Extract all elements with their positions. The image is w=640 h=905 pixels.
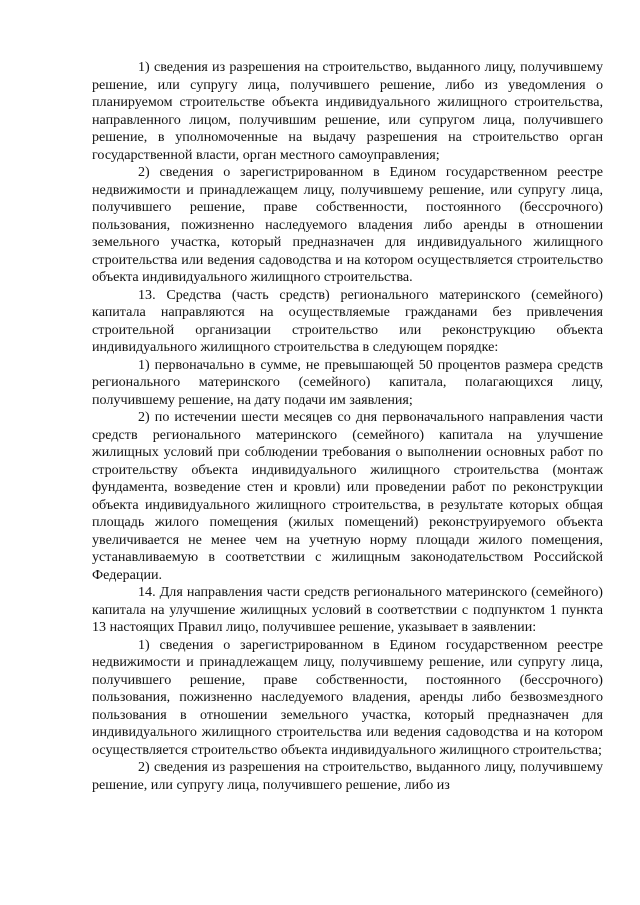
paragraph-6: 14. Для направления части средств регионального материнского (семейного) капитала на улучшение жилищных условий в соответствии с подпунктом 1 пункта 13 настоящих Правил лицо, получившее решение, указывает в заявлении:	[92, 584, 603, 635]
paragraph-8: 2) сведения из разрешения на строительство, выданного лицу, получившему решение, или супругу лица, получившего решение, либо из	[92, 759, 603, 793]
paragraph-5: 2) по истечении шести месяцев со дня первоначального направления части средств регионального материнского (семейного) капитала на улучшение жилищных условий при соблюдении требования о выполнении основных работ по строительству объекта индивидуального жилищного строительства (монтаж фундамента, возведение стен и кровли) или проведении работ по реконструкции объекта индивидуального жилищного строительства, в результате которых общая площадь жилого помещения (жилых помещений) реконструируемого объекта увеличивается не менее чем на учетную норму площади жилого помещения, устанавливаемую в соответствии с жилищным законодательством Российской Федерации.	[92, 409, 603, 583]
paragraph-7: 1) сведения о зарегистрированном в Едином государственном реестре недвижимости и принадлежащем лицу, получившему решение, или супругу лица, получившего решение, праве собственности, постоянного (бессрочного) пользования, пожизненно наследуемого владения, аренды либо безвозмездного пользования в отношении земельного участка, который предназначен для индивидуального жилищного строительства или ведения садоводства и на котором осуществляется строительство объекта индивидуального жилищного строительства;	[92, 636, 603, 758]
paragraph-4: 1) первоначально в сумме, не превышающей 50 процентов размера средств регионального материнского (семейного) капитала, полагающихся лицу, получившему решение, на дату подачи им заявления;	[92, 356, 603, 408]
paragraph-1: 1) сведения из разрешения на строительство, выданного лицу, получившему решение, или супругу лица, получившего решение, либо из уведомления о планируемом строительстве объекта индивидуального жилищного строительства, направленного лицом, получившим решение, или супругом лица, получившего решение, в уполномоченные на выдачу разрешения на строительство орган государственной власти, орган местного самоуправления;	[92, 59, 603, 163]
paragraph-2: 2) сведения о зарегистрированном в Едином государственном реестре недвижимости и принадлежащем лицу, получившему решение, или супругу лица, получившего решение, праве собственности, постоянного (бессрочного) пользования, пожизненно наследуемого владения либо аренды в отношении земельного участка, который предназначен для индивидуального жилищного строительства или ведения садоводства и на котором осуществляется строительство объекта индивидуального жилищного строительства.	[92, 164, 603, 285]
document-body	[92, 59, 603, 794]
paragraph-3: 13. Средства (часть средств) регионального материнского (семейного) капитала направляются на осуществляемые гражданами без привлечения строительной организации строительство или реконструкцию объекта индивидуального жилищного строительства в следующем порядке:	[92, 286, 603, 355]
